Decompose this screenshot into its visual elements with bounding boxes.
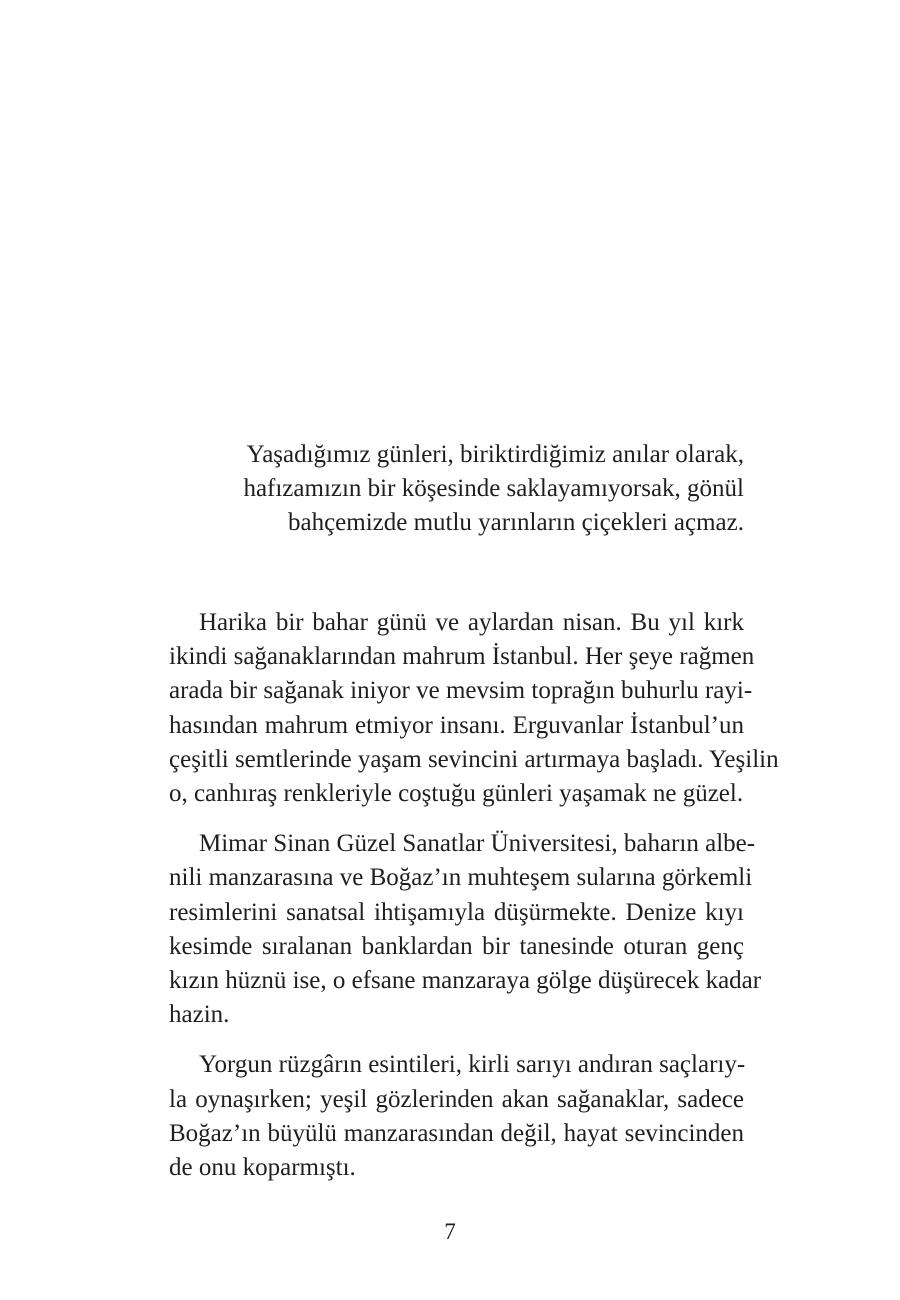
text-line: kesimde sıralanan banklardan bir tanesinde oturan genç xyxy=(169,932,744,960)
body-text xyxy=(169,606,779,1201)
text-line: Yorgun rüzgârın esintileri, kirli sarıyı andıran saçlarıy- xyxy=(199,1051,746,1079)
paragraph xyxy=(169,1048,744,1185)
text-line: kızın hüznü ise, o efsane manzaraya gölge düşürecek kadar xyxy=(169,967,762,995)
page-number: 7 xyxy=(444,1219,456,1244)
epigraph-line: hafızamızın bir köşesinde saklayamıyorsak, gönül xyxy=(243,475,744,502)
epigraph xyxy=(200,438,744,540)
epigraph-line: bahçemizde mutlu yarınların çiçekleri açmaz. xyxy=(287,509,744,536)
epigraph-line: Yaşadığımız günleri, biriktirdiğimiz anılar olarak, xyxy=(246,441,744,468)
text-line: Harika bir bahar günü ve aylardan nisan. Bu yıl kırk xyxy=(199,609,744,636)
text-line: hazin. xyxy=(169,1001,230,1029)
paragraph xyxy=(169,827,762,1032)
text-line: arada bir sağanak iniyor ve mevsim toprağın buhurlu rayi- xyxy=(169,677,753,705)
paragraph xyxy=(169,606,779,811)
text-line: la oynaşırken; yeşil gözlerinden akan sağanaklar, sadece xyxy=(169,1085,744,1113)
text-line: de onu koparmıştı. xyxy=(169,1154,356,1182)
text-line: çeşitli semtlerinde yaşam sevincini artırmaya başladı. Yeşilin xyxy=(169,745,779,773)
text-line: Mimar Sinan Güzel Sanatlar Üniversitesi, baharın albe- xyxy=(199,830,756,858)
text-line: nili manzarasına ve Boğaz’ın muhteşem sularına görkemli xyxy=(169,864,753,892)
text-line: Boğaz’ın büyülü manzarasından değil, hayat sevincinden xyxy=(169,1119,744,1147)
text-line: resimlerini sanatsal ihtişamıyla düşürmekte. Denize kıyı xyxy=(169,898,744,926)
text-line: hasından mahrum etmiyor insanı. Erguvanlar İstanbul’un xyxy=(169,711,744,739)
text-line: o, canhıraş renkleriyle coştuğu günleri yaşamak ne güzel. xyxy=(169,780,744,808)
text-line: ikindi sağanaklarından mahrum İstanbul. Her şeye rağmen xyxy=(169,643,755,671)
